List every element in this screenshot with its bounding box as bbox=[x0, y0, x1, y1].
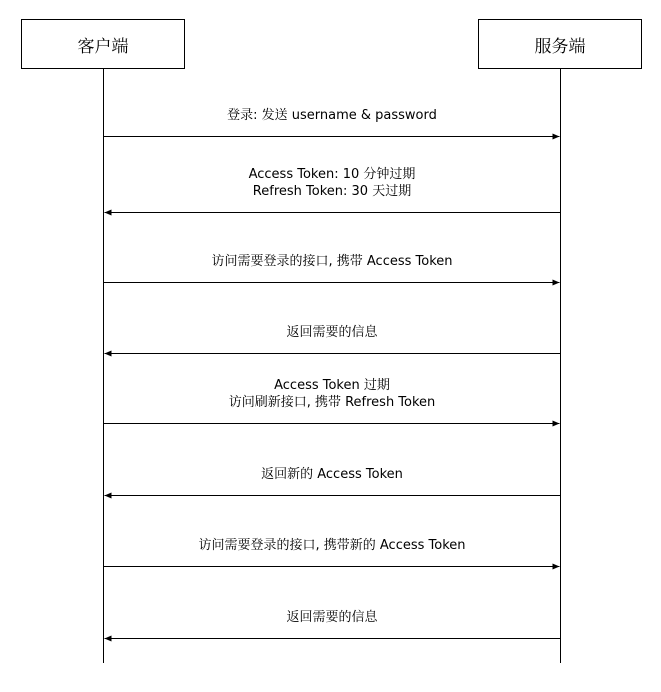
response-arrow bbox=[105, 636, 561, 642]
arrowhead-icon bbox=[105, 210, 112, 216]
arrowhead-icon bbox=[553, 280, 560, 286]
message-label-line: Access Token 过期 bbox=[274, 378, 390, 393]
arrowhead-icon bbox=[105, 351, 112, 357]
message-label-line: 访问需要登录的接口, 携带 Access Token bbox=[211, 254, 453, 269]
request-arrow bbox=[104, 280, 560, 286]
message-label-line: 访问需要登录的接口, 携带新的 Access Token bbox=[198, 538, 466, 553]
arrowhead-icon bbox=[553, 421, 560, 427]
client-participant-label: 客户端 bbox=[77, 36, 129, 57]
request-arrow bbox=[104, 421, 560, 427]
server-participant-label: 服务端 bbox=[534, 36, 586, 57]
message-label-line: Refresh Token: 30 天过期 bbox=[252, 184, 412, 199]
arrowhead-icon bbox=[553, 564, 560, 570]
arrowhead-icon bbox=[105, 636, 112, 642]
message-label-line: 返回需要的信息 bbox=[286, 325, 378, 340]
message-label-line: 访问刷新接口, 携带 Refresh Token bbox=[228, 395, 436, 410]
arrowhead-icon bbox=[105, 493, 112, 499]
response-arrow bbox=[105, 351, 561, 357]
request-arrow bbox=[104, 134, 560, 140]
message-label-line: 登录: 发送 username & password bbox=[227, 108, 437, 123]
message-label-line: 返回需要的信息 bbox=[286, 610, 378, 625]
response-arrow bbox=[105, 210, 561, 216]
response-arrow bbox=[105, 493, 561, 499]
message-label-line: 返回新的 Access Token bbox=[261, 467, 403, 482]
request-arrow bbox=[104, 564, 560, 570]
message-label-line: Access Token: 10 分钟过期 bbox=[248, 167, 416, 182]
arrowhead-icon bbox=[553, 134, 560, 140]
